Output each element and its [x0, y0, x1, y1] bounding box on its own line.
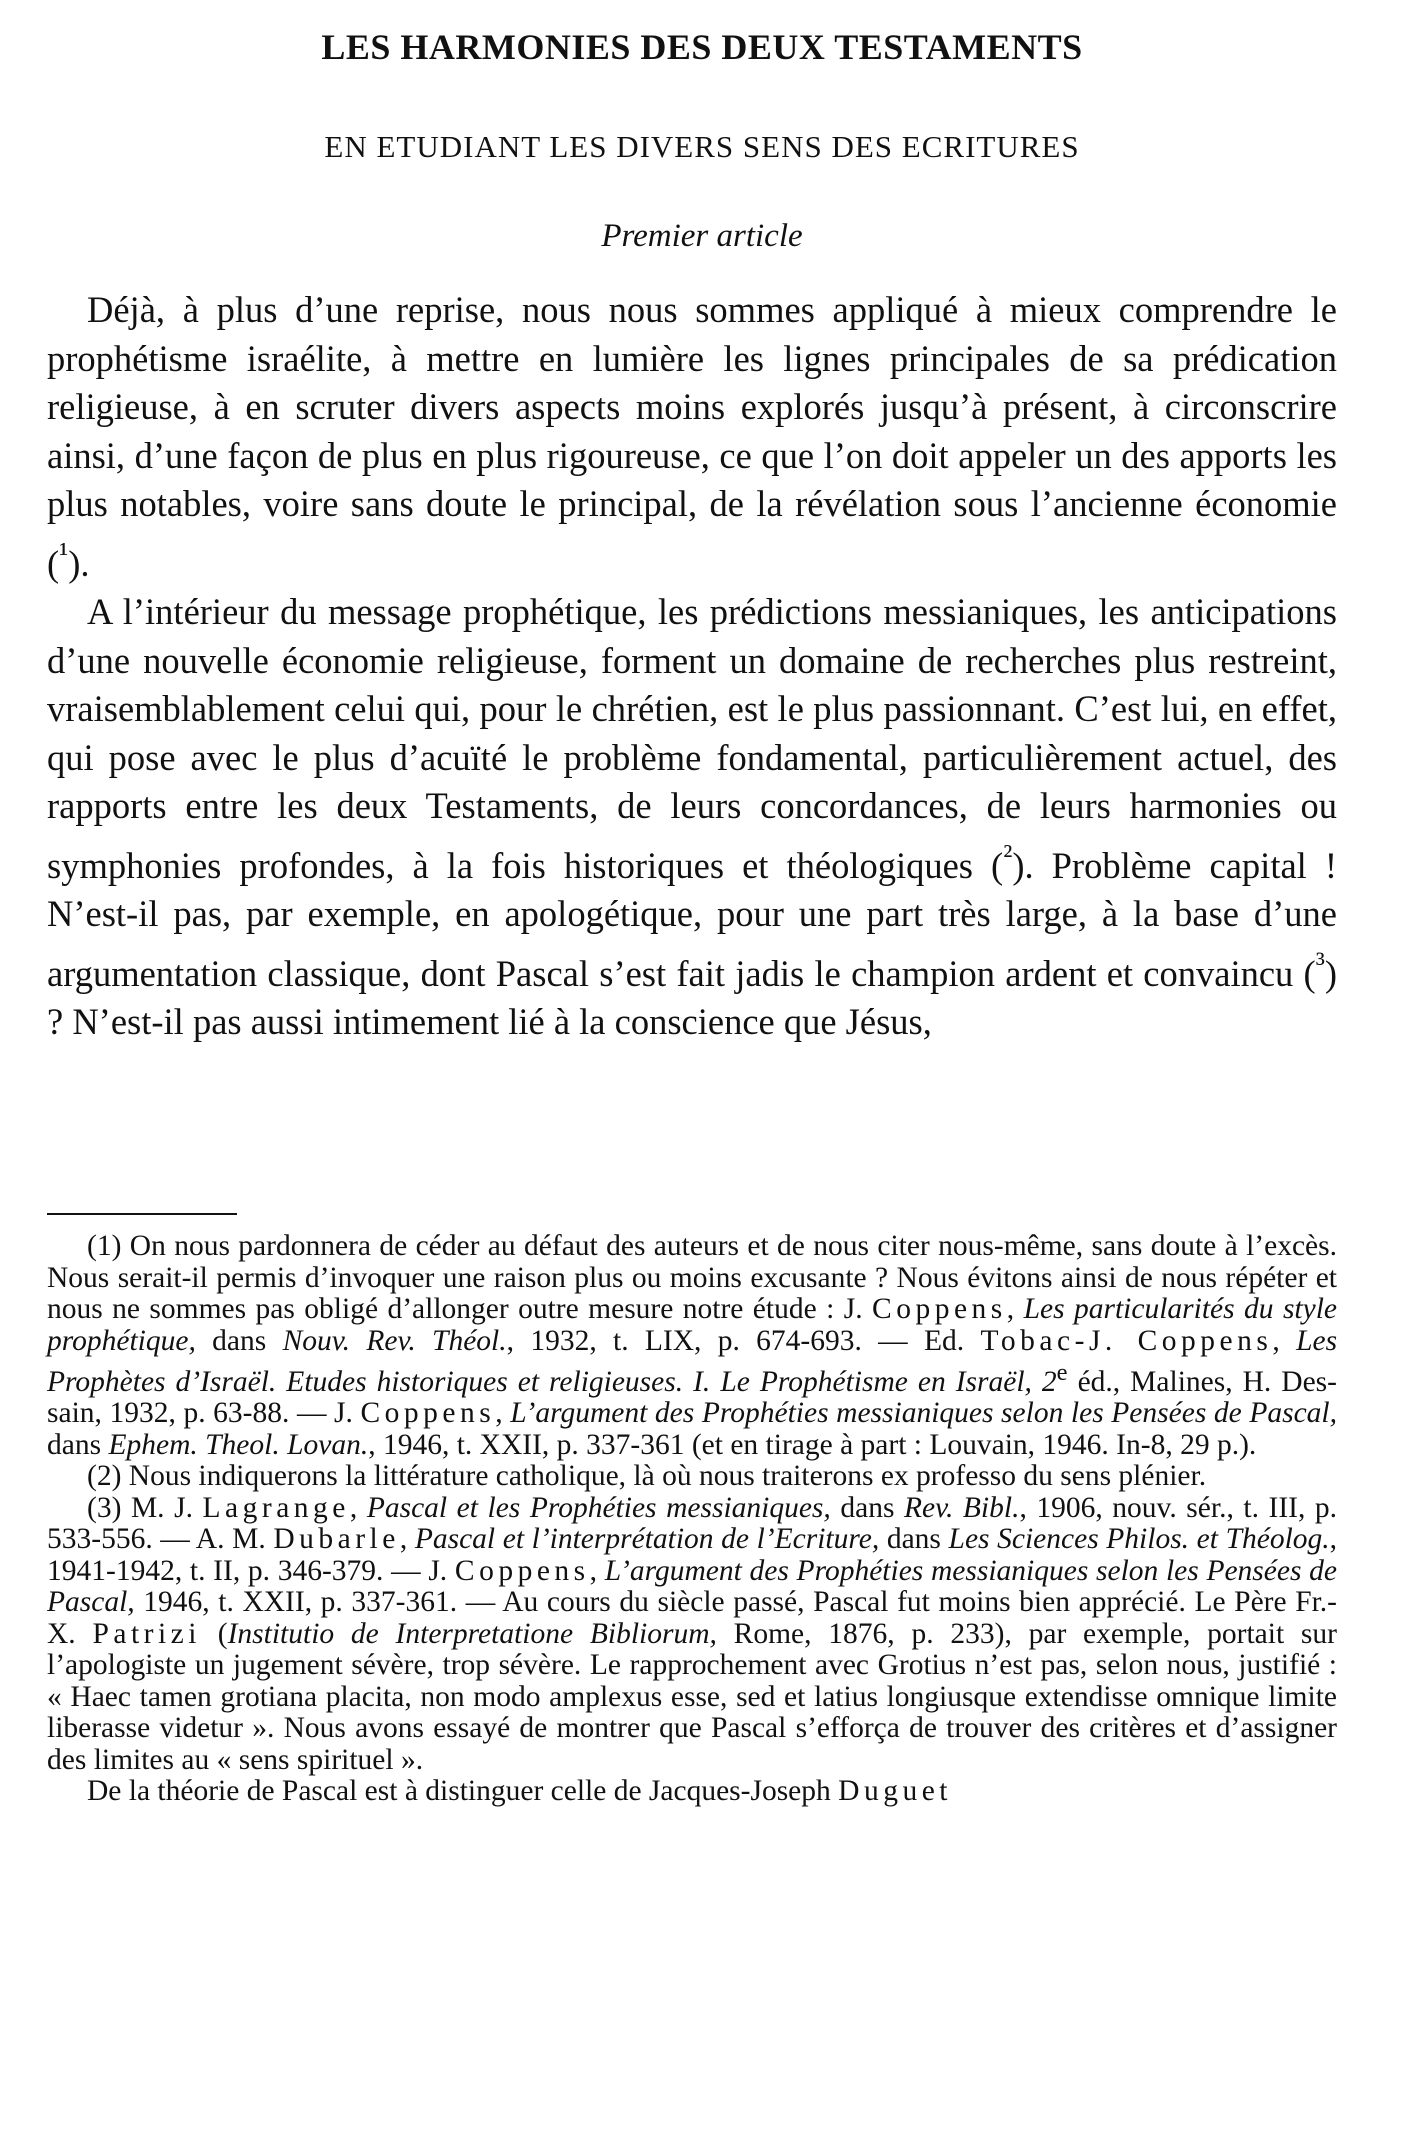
work-title: L’argument des Prophéties messianiques selon les Pensées de Pascal,	[47, 1554, 1337, 1619]
article-label: Premier article	[601, 218, 803, 254]
journal-title: Ephem. Theol. Lovan.	[108, 1428, 369, 1461]
author-name: Lagrange	[202, 1491, 350, 1524]
paragraph-text: ). Problème capital ! N’est-il pas, par exemple, en apologétique, pour une part très large, à la base d’une argumentation classique, dont Pascal s’est fait jadis le champion ardent et convaincu (	[47, 844, 1337, 994]
paragraph-text: A l’intérieur du message prophétique, les prédictions messianiques, les anticipations d’une nouvelle économie religieuse, forment un domaine de recherches plus restreint, vraisemblablement celui qui, pour le chrétien, est le plus passionnant. C’est lui, en effet, qui pose avec le plus d’acuïté le problème fondamental, particulièrement actuel, des rapports entre les deux Testaments, de leurs concordances, de leurs harmonies ou symphonies profondes, à la fois historiques et théologiques (	[47, 591, 1337, 886]
journal-title: Nouv. Rev. Théol.	[282, 1324, 507, 1357]
footnote-text: ,	[495, 1397, 511, 1430]
footnote-text: (2) Nous indiquerons la littérature catholique, là où nous traiterons ex professo du sens plénier.	[87, 1460, 1207, 1493]
work-title: Institutio de Interpretatione Bibliorum,	[227, 1617, 717, 1650]
edition-superscript: e	[1056, 1359, 1068, 1386]
paragraph-text: ).	[68, 542, 90, 584]
page-title: LES HARMONIES DES DEUX TESTAMENTS	[321, 27, 1083, 67]
work-title: L’argument des Prophéties messianiques selon les Pensées de Pascal,	[510, 1397, 1337, 1430]
author-name: Patrizi	[92, 1617, 201, 1650]
footnote-1	[47, 1231, 1337, 1461]
footnote-text: ,	[589, 1554, 605, 1587]
footnote-divider	[47, 1213, 237, 1215]
footnote-text: dans	[830, 1491, 904, 1524]
author-name: Tobac-J. Coppens	[980, 1324, 1273, 1357]
footnote-text: Rome, 1876, p. 233), par exemple, portait sur l’apologiste un jugement sévère, trop sévère. Le rapprochement avec Grotius n’est pas, selon nous, justifié : « Haec tamen grotiana placita, non modo amplexus esse, sed et latius longiusque extendisse omnique limite liberasse videtur ». Nous avons essayé de montrer que Pascal s’efforça de trouver des critères et d’assigner des limites au « sens spirituel ».	[47, 1617, 1337, 1776]
author-name: Duguet	[838, 1775, 952, 1808]
footnote-text: , 1932, t. LIX, p. 674-693. — Ed.	[506, 1324, 981, 1357]
work-title: Pascal et l’interprétation de l’Ecriture,	[414, 1523, 880, 1556]
footnotes	[47, 1231, 1337, 1808]
footnote-text: dans	[47, 1428, 109, 1461]
author-name: Coppens	[360, 1397, 496, 1430]
footnote-text: 1946, t. XXII, p. 337-361. — Au cours du siècle passé, Pascal fut moins bien apprécié. Le Père Fr.-X.	[47, 1586, 1337, 1650]
footnote-text: ,	[349, 1491, 367, 1524]
author-name: Dubarle	[273, 1523, 400, 1556]
author-name: Coppens	[454, 1554, 590, 1587]
footnote-ref-3: ³	[1315, 945, 1325, 980]
footnote-text: , 1941-1942, t. II, p. 346-379. — J.	[47, 1523, 1338, 1587]
author-name: Coppens	[872, 1293, 1007, 1325]
footnote-text: dans	[195, 1324, 283, 1357]
footnote-text: , 1946, t. XXII, p. 337-361 (et en tirage à part : Louvain, 1946. In-8, 29 p.).	[368, 1428, 1257, 1461]
paragraph-text: Déjà, à plus d’une reprise, nous nous sommes appliqué à mieux comprendre le prophétisme israélite, à mettre en lumière les lignes principales de sa prédication religieuse, à en scruter divers aspects moins explorés jusqu’à présent, à circonscrire ainsi, d’une façon de plus en plus rigoureuse, ce que l’on doit appeler un des apports les plus notables, voire sans doute le principal, de la révélation sous l’ancienne économie (	[47, 289, 1337, 584]
footnote-text: dans	[879, 1523, 949, 1556]
footnote-2	[47, 1461, 1337, 1493]
footnote-text: , 1906, nouv. sér., t. III, p. 533-556. — A. M.	[47, 1491, 1338, 1556]
footnote-text: (1) On nous pardonnera de céder au défaut des auteurs et de nous citer nous-même, sans doute à l’excès. Nous serait-il permis d’invoquer une raison plus ou moins excusante ? Nous évitons ainsi de nous répéter et nous ne sommes pas obligé d’allonger outre mesure notre étude : J.	[47, 1230, 1337, 1325]
footnote-text: (	[200, 1617, 228, 1650]
footnote-text: ,	[399, 1523, 415, 1556]
footnote-text: ,	[1006, 1293, 1024, 1325]
footnote-ref-2: ²	[1003, 837, 1013, 872]
journal-title: Les Sciences Philos. et Théolog.	[948, 1523, 1330, 1556]
work-title: Pascal et les Prophéties messianiques,	[366, 1491, 831, 1524]
footnote-3	[47, 1493, 1337, 1777]
footnote-text: De la théorie de Pascal est à distinguer celle de Jacques-Joseph	[87, 1775, 839, 1808]
main-text	[47, 286, 1337, 1047]
footnote-continuation	[47, 1776, 1337, 1808]
work-title: Les particularités du style prophétique,	[47, 1293, 1338, 1357]
paragraph-text: ) ? N’est-il pas aussi intimement lié à la conscience que Jésus,	[47, 952, 1337, 1043]
footnote-text: (3) M. J.	[87, 1491, 203, 1524]
page-subtitle: EN ETUDIANT LES DIVERS SENS DES ECRITURES	[324, 129, 1080, 164]
footnote-ref-1: ¹	[59, 535, 69, 570]
paragraph-2	[47, 588, 1337, 1047]
work-title: Les Prophètes d’Israël. Etudes historiques et religieuses. I. Le Prophétisme en Israël, 2	[47, 1324, 1338, 1398]
footnote-text: ,	[1272, 1324, 1297, 1357]
footnote-text: éd., Malines, H. Dessain, 1932, p. 63-88. — J.	[47, 1365, 1337, 1430]
journal-title: Rev. Bibl.	[903, 1491, 1020, 1524]
paragraph-1	[47, 286, 1337, 588]
